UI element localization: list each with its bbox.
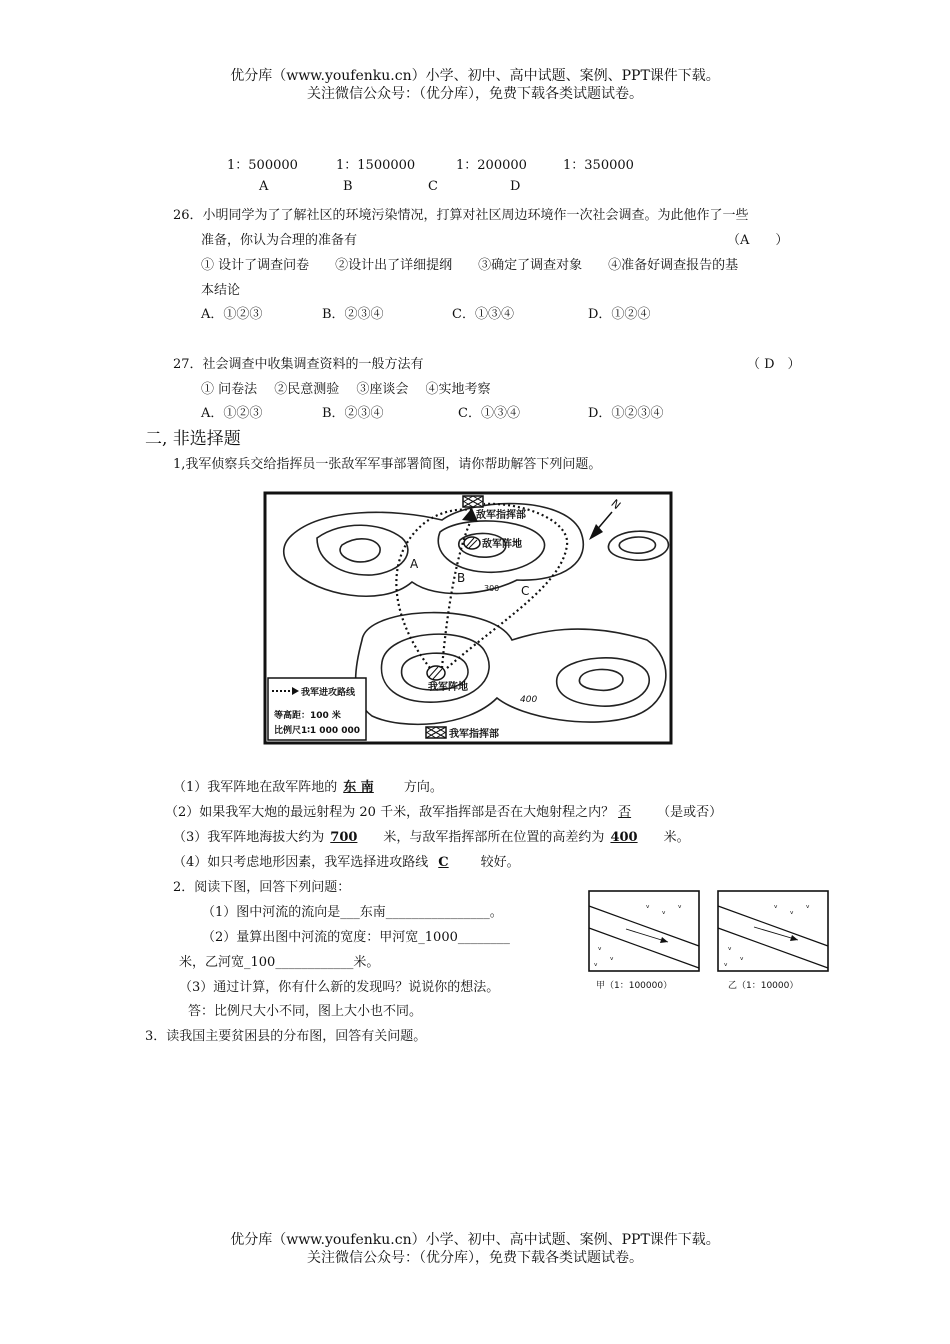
q27-option-d: D．①②③④ (588, 406, 664, 421)
q26-items-line2: 本结论 (201, 283, 241, 298)
footer-line-1: 优分库（www.youfenku.cn）小学、初中、高中试题、案例、PPT课件下载。 (230, 1232, 720, 1248)
scale-a-letter: A (259, 179, 269, 194)
marsh-icon: ᵥ (594, 959, 598, 969)
q1-part3-tail: 米。 (663, 830, 690, 845)
marsh-icon: ᵥ (774, 901, 778, 911)
q26-items: ① 设计了调查问卷 ②设计出了详细提纲 ③确定了调查对象 ④准备好调查报告的基 (201, 258, 739, 273)
river-map-yi-caption: 乙（1：10000） (728, 981, 799, 991)
q1-part1 (173, 776, 443, 795)
q1-part1-tail: 方向。 (403, 780, 443, 795)
legend-route-label: 我军进攻路线 (301, 688, 356, 698)
our-position-label: 我军阵地 (428, 682, 468, 693)
legend-interval: 等高距：100 米 (274, 711, 341, 721)
header-line-1: 优分库（www.youfenku.cn）小学、初中、高中试题、案例、PPT课件下载。 (230, 68, 720, 84)
section-title: 二, 非选择题 (145, 429, 241, 449)
q1-part3-text: （3）我军阵地海拔大约为 (173, 830, 325, 845)
q26-option-d: D．①②④ (588, 307, 651, 322)
marsh-icon: ᵥ (728, 943, 732, 953)
q2-answer: 答：比例尺大小不同，图上大小也不同。 (188, 1004, 423, 1019)
river-figures (586, 888, 834, 994)
marsh-icon: ᵥ (662, 907, 666, 917)
q26-option-b: B．②③④ (322, 307, 384, 322)
marsh-icon: ᵥ (598, 943, 602, 953)
contour-label-300: 300 (484, 584, 500, 593)
header-line-2: 关注微信公众号：（优分库），免费下载各类试题试卷。 (307, 86, 643, 102)
q1-part2 (165, 801, 722, 820)
river-map-jia-frame (589, 891, 699, 971)
river-map-yi-frame (718, 891, 828, 971)
footer-line-2: 关注微信公众号：（优分库），免费下载各类试题试卷。 (307, 1250, 643, 1266)
q26-stem: 26．小明同学为了了解社区的环境污染情况，打算对社区周边环境作一次社会调查。为此他作了一些 (173, 208, 749, 223)
q26-option-c: C．①③④ (452, 307, 514, 322)
q1-part2-text: （2）如果我军大炮的最远射程为 20 千米，敌军指挥部是否在大炮射程之内？ (165, 805, 615, 820)
q2-stem: 2．阅读下图，回答下列问题： (173, 880, 351, 895)
scale-b-value: 1：1500000 (336, 158, 416, 173)
q27-option-c: C．①③④ (458, 406, 520, 421)
q1-part2-answer: 否 (618, 805, 632, 820)
q3-stem: 3．读我国主要贫困县的分布图，回答有关问题。 (145, 1029, 427, 1044)
marsh-icon: ᵥ (806, 901, 810, 911)
north-label: N (608, 496, 624, 513)
q1-part2-tail: （是或否） (657, 805, 723, 820)
our-hq-label: 我军指挥部 (449, 729, 499, 740)
q1-part3-answer1: 700 (330, 830, 358, 845)
q1-part3-mid: 米，与敌军指挥部所在位置的高差约为 (383, 830, 605, 845)
q1-part3 (173, 826, 690, 845)
q26-option-a: A．①②③ (201, 307, 263, 322)
q2-part2: （2）量算出图中河流的宽度：甲河宽_1000________ (202, 930, 510, 945)
contour-label-400: 400 (520, 695, 538, 705)
military-contour-map (262, 490, 674, 746)
q1-part1-answer: 东 南 (343, 780, 374, 795)
scale-d-value: 1：350000 (563, 158, 634, 173)
q27-option-a: A．①②③ (201, 406, 263, 421)
scale-b-letter: B (343, 179, 353, 194)
q26-stem-line2: 准备，你认为合理的准备有 (201, 233, 358, 248)
q27-stem: 27．社会调查中收集调查资料的一般方法有 (173, 357, 424, 372)
q1-part4 (173, 851, 520, 870)
route-a-label: A (410, 557, 419, 571)
our-position-symbol (427, 666, 445, 680)
scale-c-value: 1：200000 (456, 158, 527, 173)
enemy-hq-label: 敌军指挥部 (476, 510, 526, 521)
marsh-icon: ᵥ (678, 901, 682, 911)
legend-scale: 比例尺1∶1 000 000 (274, 726, 361, 736)
marsh-icon: ᵥ (724, 959, 728, 969)
enemy-position-label: 敌军阵地 (482, 539, 522, 550)
q27-items: ① 问卷法 ②民意测验 ③座谈会 ④实地考察 (201, 382, 491, 397)
q2-part3: （3）通过计算，你有什么新的发现吗？说说你的想法。 (179, 980, 500, 995)
q2-part1: （1）图中河流的流向是___东南________________。 (202, 905, 503, 920)
marsh-icon: ᵥ (610, 953, 614, 963)
q1-part1-text: （1）我军阵地在敌军阵地的 (173, 780, 338, 795)
marsh-icon: ᵥ (646, 901, 650, 911)
river-map-jia-caption: 甲（1：100000） (596, 981, 673, 991)
q1-part3-answer2: 400 (610, 830, 638, 845)
q1-part4-text: （4）如只考虑地形因素，我军选择进攻路线 (173, 855, 429, 870)
marsh-icon: ᵥ (790, 907, 794, 917)
route-b-label: B (457, 571, 466, 585)
q27-answer: （ D ） (747, 357, 801, 372)
scale-c-letter: C (428, 179, 438, 194)
q26-answer: （A ） (727, 233, 789, 248)
scale-d-letter: D (510, 179, 521, 194)
q1-part4-tail: 较好。 (480, 855, 520, 870)
q1-part4-answer: C (438, 855, 449, 870)
q27-option-b: B．②③④ (322, 406, 384, 421)
marsh-icon: ᵥ (740, 953, 744, 963)
q2-part2-line2: 米，乙河宽_100____________米。 (179, 955, 380, 970)
route-c-label: C (521, 584, 530, 598)
q1-stem: 1,我军侦察兵交给指挥员一张敌军军事部署简图，请你帮助解答下列问题。 (173, 457, 602, 472)
scale-a-value: 1：500000 (227, 158, 298, 173)
